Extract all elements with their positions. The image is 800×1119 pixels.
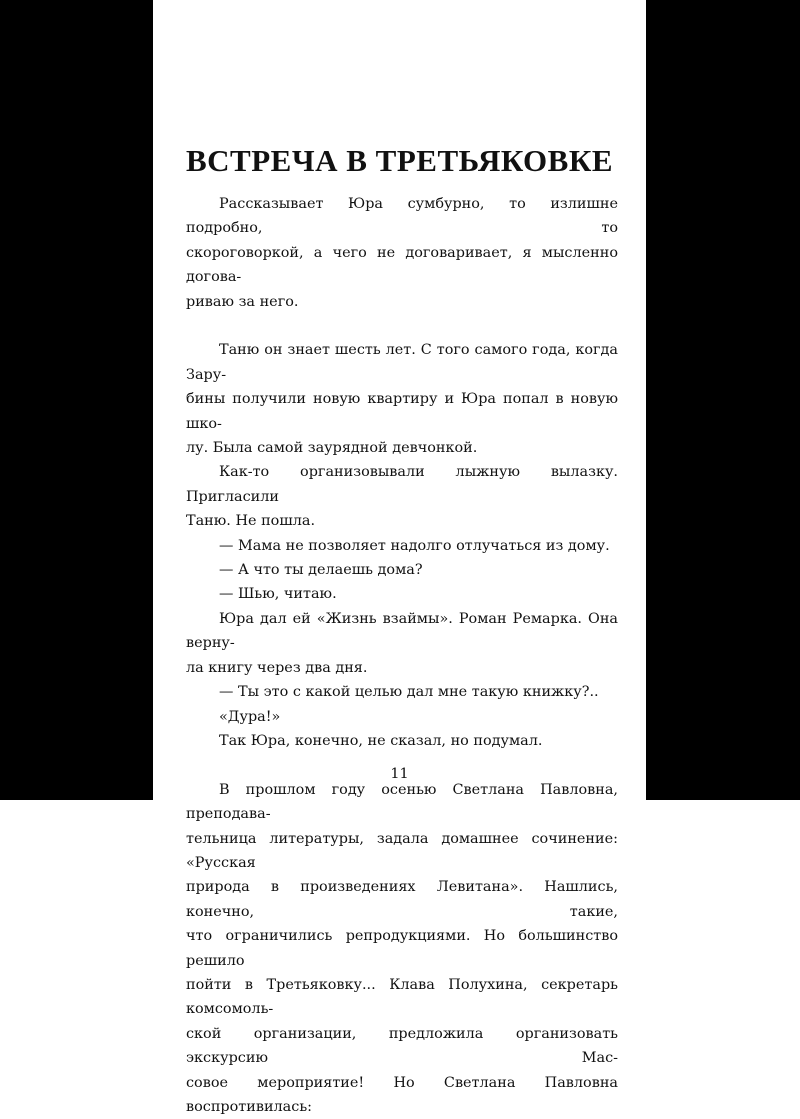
text-line: Так Юра, конечно, не сказал, но подумал.: [219, 732, 543, 749]
text-line: риваю за него.: [186, 293, 299, 310]
text-line: тельница литературы, задала домашнее сочинение: «Русская: [186, 830, 618, 871]
book-page: [153, 0, 646, 1115]
text-line: лу. Была самой заурядной девчонкой.: [186, 440, 478, 457]
text-line: Таню он знает шесть лет. С того самого года, когда Зару-: [186, 342, 618, 383]
left-black-margin: [0, 0, 153, 800]
text-line: — Ты это с какой целью дал мне такую книжку?..: [219, 684, 599, 701]
text-line: пойти в Третьяковку... Клава Полухина, секретарь комсомоль-: [186, 976, 618, 1018]
text-line: совое мероприятие! Но Светлана Павловна воспротивилась:: [186, 1074, 618, 1115]
text-line: Как-то организовывали лыжную вылазку. Пригласили: [186, 464, 618, 505]
right-black-margin: [646, 0, 800, 800]
text-line: Таню. Не пошла.: [186, 513, 316, 530]
chapter-title: ВСТРЕЧА В ТРЕТЬЯКОВКЕ: [185, 143, 614, 178]
text-line: бины получили новую квартиру и Юра попал в новую шко-: [186, 391, 618, 432]
text-line: скороговоркой, а чего не договаривает, я мысленно догова-: [186, 244, 618, 286]
text-line: «Дура!»: [219, 708, 281, 725]
text-line: — А что ты делаешь дома?: [219, 562, 423, 579]
text-line: Юра дал ей «Жизнь взаймы». Роман Ремарка. Она верну-: [186, 610, 618, 652]
text-line: природа в произведениях Левитана». Нашлись, конечно, такие,: [186, 879, 618, 920]
text-line: ла книгу через два дня.: [186, 659, 368, 676]
text-line: — Шью, читаю.: [219, 586, 337, 603]
body-text: [186, 192, 618, 1119]
text-line: что ограничились репродукциями. Но большинство решило: [186, 928, 618, 969]
page-number: 11: [390, 766, 409, 782]
text-line: — Мама не позволяет надолго отлучаться из дому.: [219, 537, 610, 554]
text-line: ской организации, предложила организовать экскурсию Мас-: [186, 1025, 618, 1067]
text-line: Рассказывает Юра сумбурно, то излишне подробно, то: [186, 196, 618, 237]
text-line: В прошлом году осенью Светлана Павловна, преподава-: [186, 781, 618, 823]
paragraph-gap: [186, 314, 618, 338]
